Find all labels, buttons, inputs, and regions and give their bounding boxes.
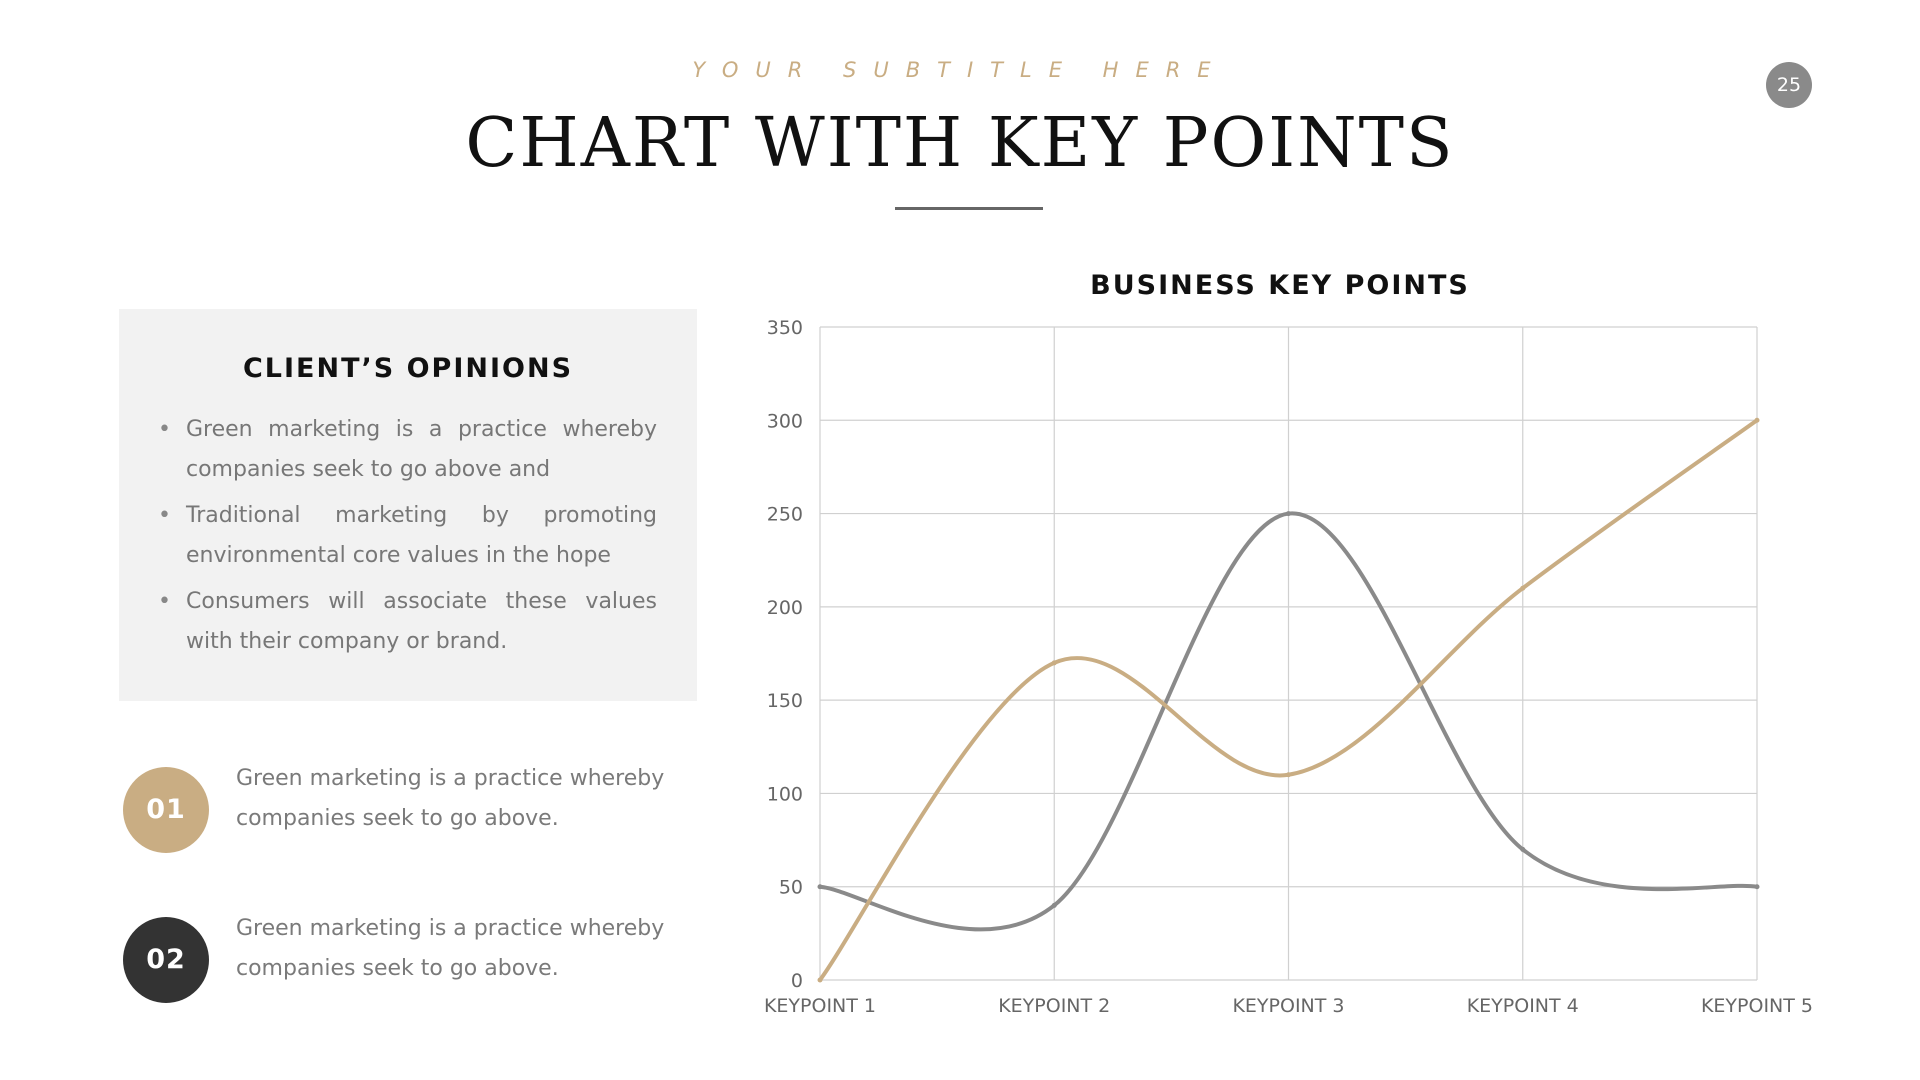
y-tick-label: 50 bbox=[778, 876, 803, 899]
series-2-point bbox=[1755, 418, 1760, 423]
keypoint-2-text: Green marketing is a practice whereby companies seek to go above. bbox=[236, 916, 665, 981]
y-tick-label: 350 bbox=[766, 317, 803, 339]
series-2-point bbox=[1052, 660, 1057, 665]
y-tick-label: 0 bbox=[790, 970, 803, 992]
x-tick-label: KEYPOINT 4 bbox=[1466, 995, 1579, 1017]
series-1-point bbox=[818, 884, 823, 889]
series-2-point bbox=[1286, 772, 1291, 777]
opinion-item: • Green marketing is a practice whereby companies seek to go above and bbox=[186, 410, 657, 490]
series-2-point bbox=[818, 978, 823, 983]
series-2-point bbox=[1520, 586, 1525, 591]
series-1-point bbox=[1755, 884, 1760, 889]
slide-subtitle: YOUR SUBTITLE HERE bbox=[692, 58, 1228, 82]
series-1-point bbox=[1052, 903, 1057, 908]
series-1-point bbox=[1520, 847, 1525, 852]
y-tick-label: 250 bbox=[766, 503, 803, 526]
y-tick-label: 200 bbox=[766, 596, 803, 619]
keypoint-2-number-badge: 02 bbox=[123, 917, 209, 1003]
chart-title: BUSINESS KEY POINTS bbox=[1090, 270, 1470, 301]
y-tick-label: 100 bbox=[766, 783, 803, 806]
client-opinions-heading: CLIENT’S OPINIONS bbox=[242, 353, 574, 384]
x-tick-label: KEYPOINT 3 bbox=[1232, 995, 1345, 1017]
x-tick-label: KEYPOINT 5 bbox=[1700, 995, 1814, 1017]
series-1-point bbox=[1286, 511, 1291, 516]
slide-title: CHART WITH KEY POINTS bbox=[465, 104, 1455, 183]
x-tick-label: KEYPOINT 2 bbox=[998, 995, 1111, 1017]
opinion-item: • Traditional marketing by promoting environmental core values in the hope bbox=[186, 496, 657, 576]
y-tick-label: 150 bbox=[766, 690, 803, 713]
x-tick-label: KEYPOINT 1 bbox=[763, 995, 877, 1017]
keypoint-1-text: Green marketing is a practice whereby companies seek to go above. bbox=[236, 766, 665, 831]
y-tick-label: 300 bbox=[766, 410, 803, 433]
page-number-badge: 25 bbox=[1766, 62, 1812, 108]
keypoint-1-number-badge: 01 bbox=[123, 767, 209, 853]
opinion-item: • Consumers will associate these values with their company or brand. bbox=[186, 582, 657, 662]
